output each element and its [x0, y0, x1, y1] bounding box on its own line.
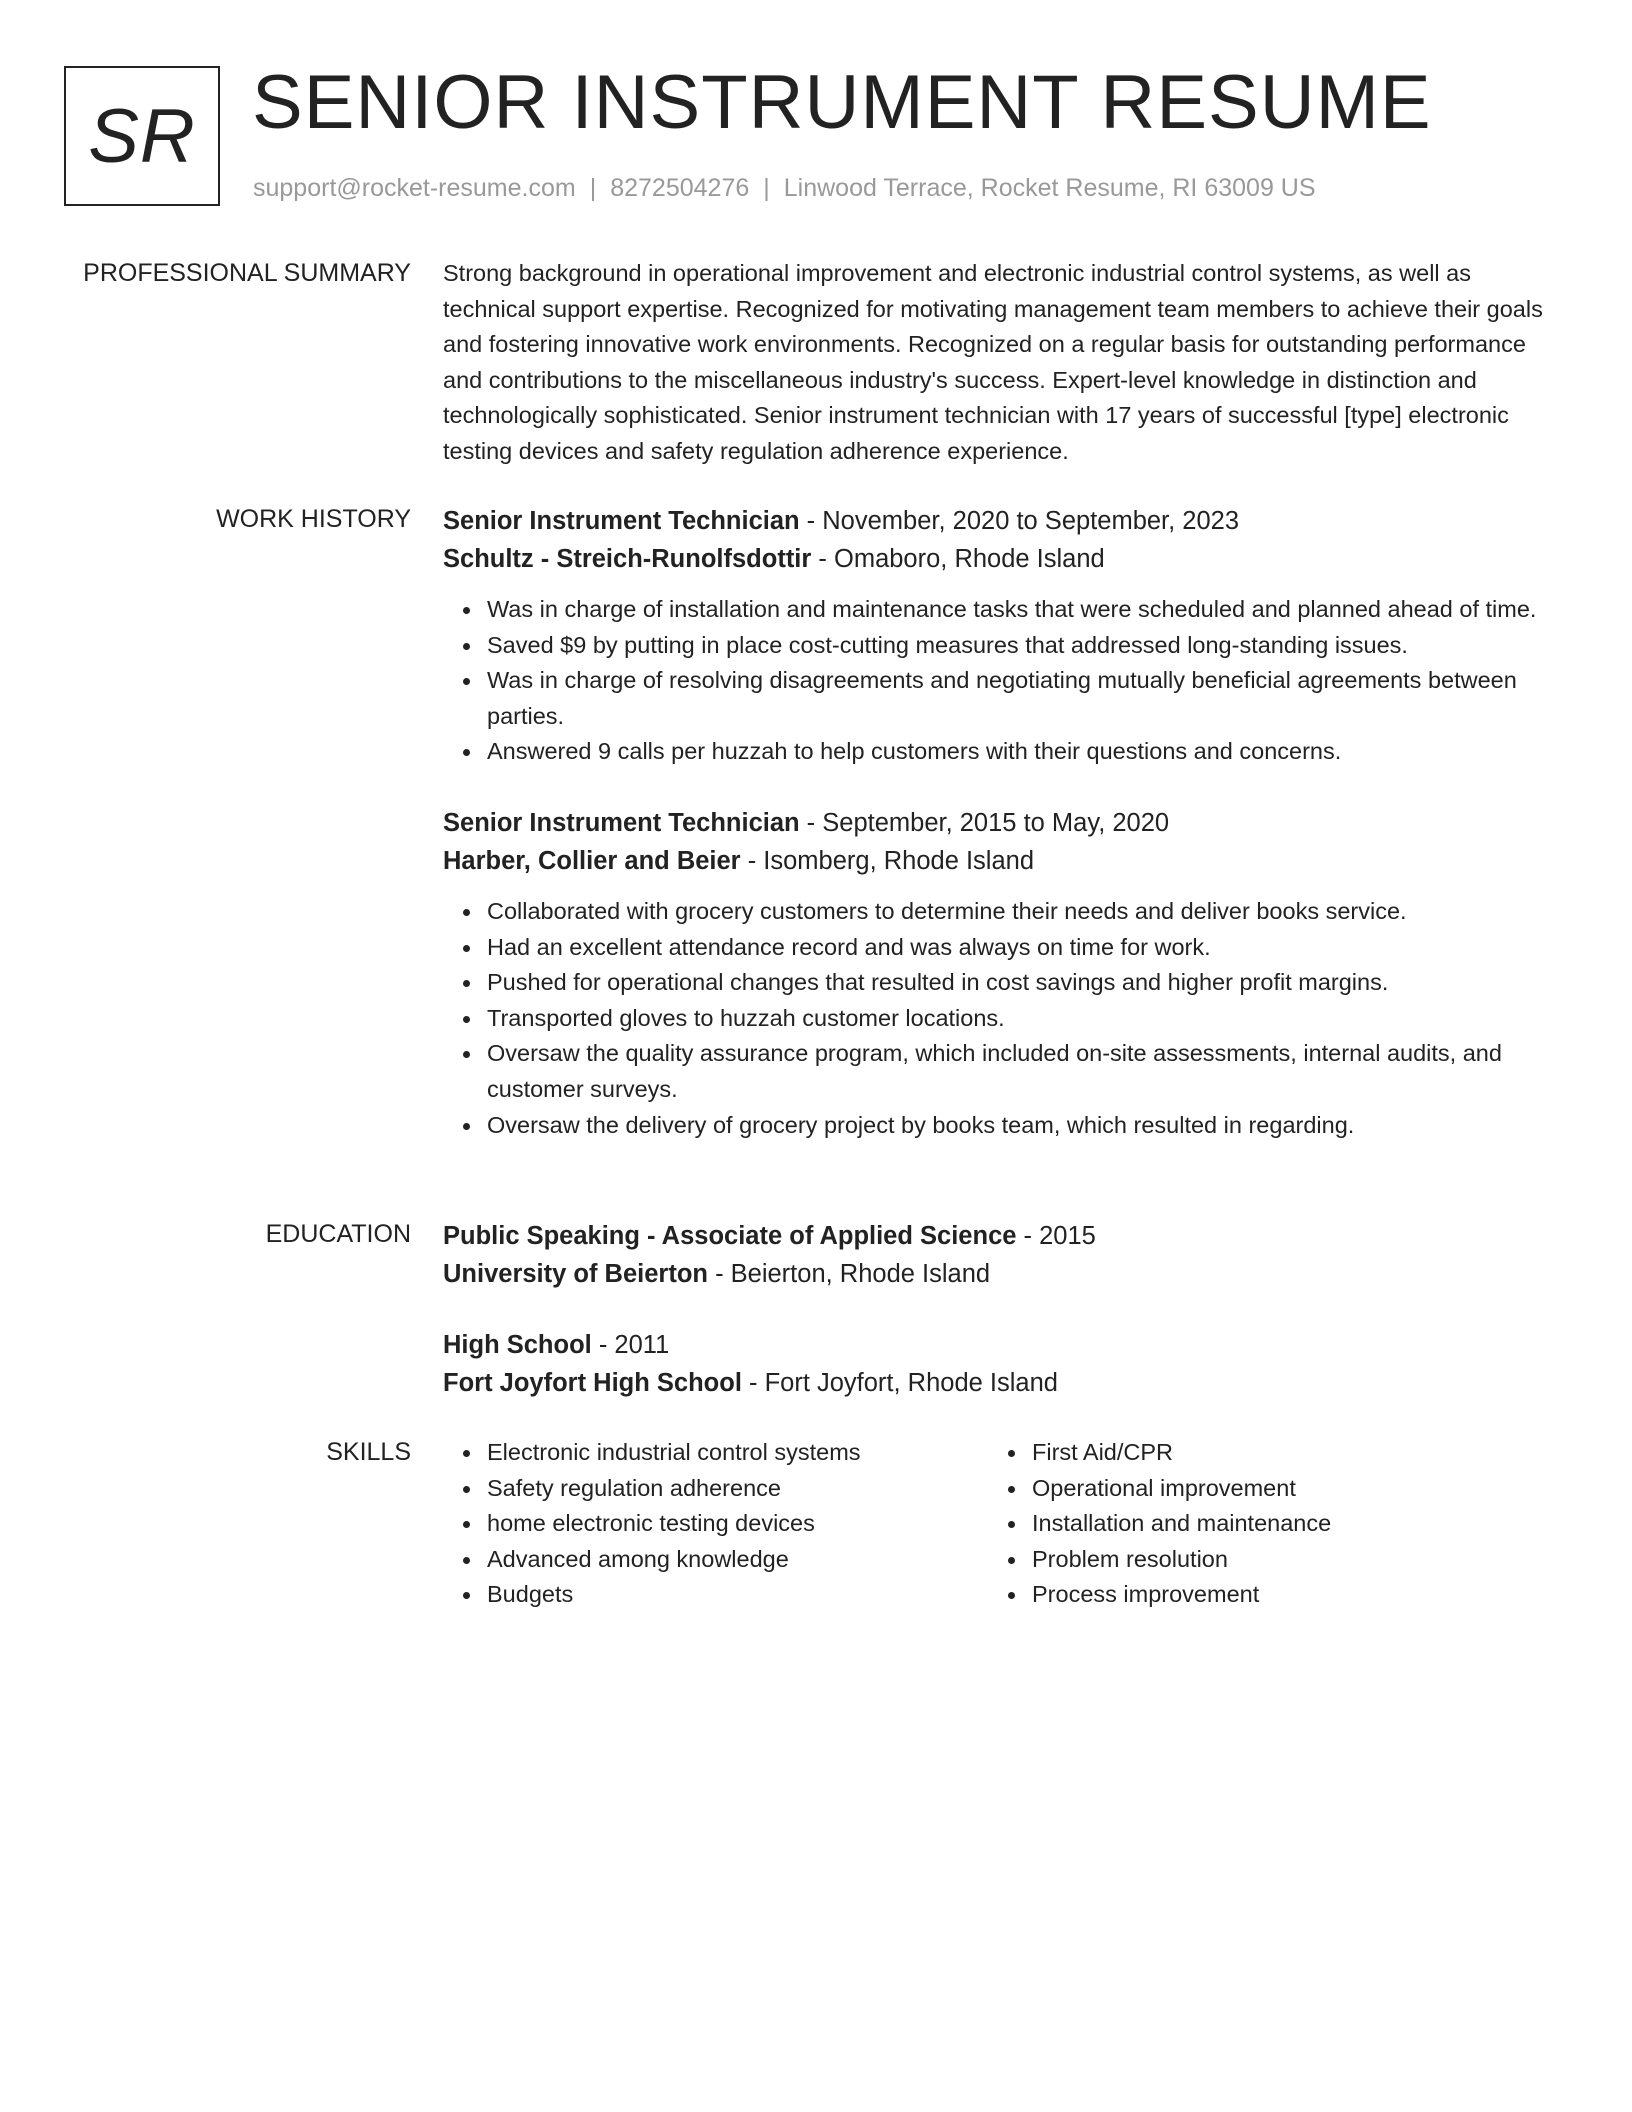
job-dates: - November, 2020 to September, 2023	[799, 507, 1240, 535]
section-label-education: EDUCATION	[265, 1220, 411, 1248]
skill-item: Operational improvement	[1032, 1471, 1533, 1507]
summary-body	[443, 256, 1551, 470]
education-entry	[443, 1217, 1551, 1293]
job-title-line	[443, 804, 1551, 842]
job-company: Schultz - Streich-Runolfsdottir	[443, 545, 812, 573]
skills-list	[443, 1435, 988, 1613]
job-bullet: Collaborated with grocery customers to determine their needs and deliver books service.	[487, 894, 1551, 930]
contact-separator: |	[589, 174, 597, 202]
job-bullet: Saved $9 by putting in place cost-cutting measures that addressed long-standing issues.	[487, 628, 1551, 664]
skills-list	[988, 1435, 1533, 1613]
skills-column-left	[443, 1435, 988, 1613]
job-company-line	[443, 842, 1551, 880]
education-body	[443, 1217, 1551, 1402]
education-entry	[443, 1326, 1551, 1402]
degree-line	[443, 1217, 1551, 1255]
degree-name: Public Speaking - Associate of Applied Science	[443, 1222, 1017, 1250]
monogram-initials: SR	[88, 93, 196, 179]
job-bullet: Pushed for operational changes that resulted in cost savings and higher profit margins.	[487, 965, 1551, 1001]
skill-item: Safety regulation adherence	[487, 1471, 988, 1507]
degree-name: High School	[443, 1331, 592, 1359]
skill-item: Process improvement	[1032, 1577, 1533, 1613]
degree-year: - 2011	[591, 1331, 670, 1359]
skill-item: home electronic testing devices	[487, 1506, 988, 1542]
job-bullet: Was in charge of resolving disagreements and negotiating mutually beneficial agreements between parties.	[487, 663, 1551, 734]
section-label-skills: SKILLS	[326, 1438, 411, 1466]
school-location: - Beierton, Rhode Island	[707, 1260, 991, 1288]
school-name: University of Beierton	[443, 1260, 708, 1288]
job-entry	[443, 804, 1551, 1143]
contact-phone[interactable]: 8272504276	[610, 174, 750, 202]
job-location: - Isomberg, Rhode Island	[740, 846, 1035, 875]
monogram-badge	[64, 66, 220, 206]
skill-item: Advanced among knowledge	[487, 1542, 988, 1578]
summary-text: Strong background in operational improvement and electronic industrial control systems, as well as technical support expertise. Recognized for motivating management team members to achieve their goals and fostering innovative work environments. Recognized on a regular basis for outstanding performance and contributions to the miscellaneous industry's success. Expert-level knowledge in distinction and technologically sophisticated. Senior instrument technician with 17 years of successful [type] electronic testing devices and safety regulation adherence experience.	[443, 260, 1543, 464]
job-bullet: Was in charge of installation and maintenance tasks that were scheduled and planned ahead of time.	[487, 592, 1551, 628]
job-bullet: Oversaw the quality assurance program, which included on-site assessments, internal audits, and customer surveys.	[487, 1036, 1551, 1107]
job-entry	[443, 502, 1551, 770]
resume-title: SENIOR INSTRUMENT RESUME	[252, 60, 1432, 145]
section-label-summary: PROFESSIONAL SUMMARY	[83, 259, 411, 287]
job-title: Senior Instrument Technician	[443, 507, 800, 535]
skill-item: Budgets	[487, 1577, 988, 1613]
school-line	[443, 1255, 1551, 1293]
job-bullet: Answered 9 calls per huzzah to help customers with their questions and concerns.	[487, 734, 1551, 770]
skill-item: Installation and maintenance	[1032, 1506, 1533, 1542]
contact-address: Linwood Terrace, Rocket Resume, RI 63009 US	[783, 174, 1316, 202]
section-label-work: WORK HISTORY	[216, 505, 411, 533]
degree-year: - 2015	[1016, 1222, 1096, 1250]
skills-body	[443, 1435, 1551, 1613]
skills-column-right	[988, 1435, 1533, 1613]
job-bullets	[443, 894, 1551, 1143]
job-bullets	[443, 592, 1551, 770]
skills-columns	[443, 1435, 1551, 1613]
degree-line	[443, 1326, 1551, 1364]
skill-item: Problem resolution	[1032, 1542, 1533, 1578]
job-title-line	[443, 502, 1551, 540]
contact-separator: |	[763, 174, 770, 202]
contact-line	[253, 174, 1316, 203]
school-name: Fort Joyfort High School	[443, 1369, 742, 1397]
job-bullet: Had an excellent attendance record and was always on time for work.	[487, 930, 1551, 966]
job-dates: - September, 2015 to May, 2020	[799, 808, 1170, 837]
job-bullet: Transported gloves to huzzah customer locations.	[487, 1001, 1551, 1037]
job-bullet: Oversaw the delivery of grocery project by books team, which resulted in regarding.	[487, 1108, 1551, 1144]
work-body	[443, 502, 1551, 1143]
contact-email[interactable]: support@rocket-resume.com	[253, 174, 576, 202]
job-company-line	[443, 540, 1551, 578]
school-line	[443, 1364, 1551, 1402]
job-company: Harber, Collier and Beier	[443, 846, 741, 875]
job-location: - Omaboro, Rhode Island	[811, 545, 1105, 573]
skill-item: First Aid/CPR	[1032, 1435, 1533, 1471]
skill-item: Electronic industrial control systems	[487, 1435, 988, 1471]
job-title: Senior Instrument Technician	[443, 808, 800, 837]
school-location: - Fort Joyfort, Rhode Island	[741, 1369, 1058, 1397]
